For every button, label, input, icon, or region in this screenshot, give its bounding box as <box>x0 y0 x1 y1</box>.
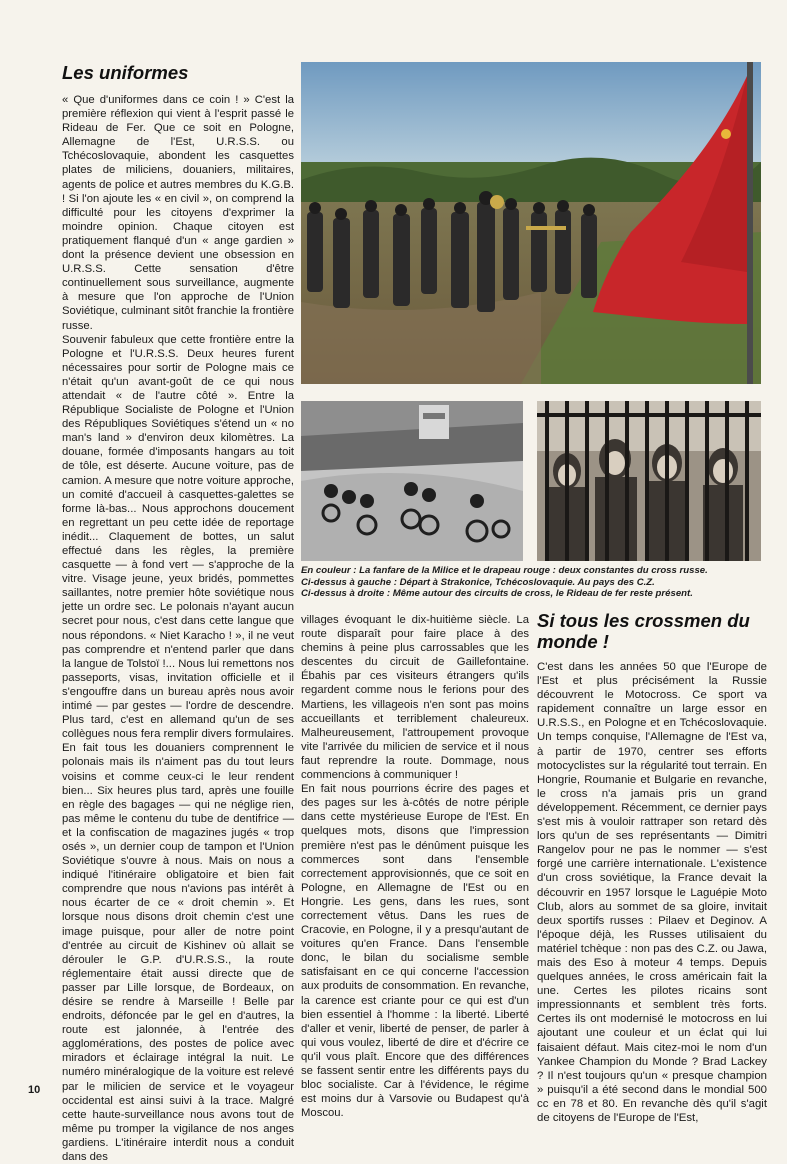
section-title-crossmen: Si tous les crossmen du monde ! <box>537 610 750 652</box>
section-title-uniformes: Les uniformes <box>62 62 189 83</box>
race-start-illustration <box>301 401 523 561</box>
photo-militia-band-flag <box>301 62 761 384</box>
page-number: 10 <box>28 1084 41 1096</box>
photo-captions <box>301 565 763 600</box>
fence-illustration <box>537 401 761 561</box>
band-flag-illustration <box>301 62 761 384</box>
paragraph-frontiere: Souvenir fabuleux que cette frontière entre la Pologne et l'U.R.S.S. Deux heures furent nécessaires pour sortir de Pologne mais ce n'était qu'un avant-goût de ce qui nous attendait « de l'autre côté ». Entre la République Socialiste de Pologne et l'Union des Républiques Soviétiques s'étend un « no man's land » d'environ deux kilomètres. La douane, formée d'imposants hangars au toit de tôle, est déserte. Aucune voiture, pas de camion. A mesure que notre voiture approche, un comité d'accueil à casquettes-galettes se forme là-bas... Nous approchons doucement en regrettant un peu cette idée de reportage inédit... Claquement de bottes, un salut effectué dans les règles, la première casquette — à fond vert — s'approche de la vitre. Visage jeune, yeux bridés, pommettes saillantes, notre premier hôte soviétique nous jette un ordre sec. Le polonais n'ayant aucun secret pour nous, c'est dans cette langue que nous répondons. « Niet Karacho ! », il ne veut pas comprendre et n'entend parler que dans la langue de Tolstoï !... Nous lui remettons nos passeports, visas, invitation officielle et il s'engouffre dans un bureau après nous avoir intimé — par gestes — l'ordre de descendre. Plus tard, c'est en allemand qu'un de ses collègues nous fera remplir divers formulaires. En fait tous les douaniers comprennent le polonais mais ils n'aiment pas du tout leurs voisins et comme ceux-ci le leur rendent bien... Six heures plus tard, après une fouille en règle des bagages — qui ne néglige rien, pas même le contenu du tube de dentifrice — et la confiscation de magazines jugés « trop osés », un dernier coup de tampon et l'Union Soviétique s'ouvre à nous. Mais on nous a indiqué l'itinéraire obligatoire et bien fait comprendre que nous n'avions pas intérêt à nous écarter de ce « droit chemin ». Et lorsque nous disons droit chemin c'est une image puisque, pour aller de notre point d'entrée au circuit de Kishinev où allait se dérouler le G.P. d'U.R.S.S., la route réglementaire était aussi directe que de passer par Lille lorsque, de Bordeaux, on désire se rendre à Marseille ! Belle par endroits, défoncée par le gel en d'autres, la route est jalonnée, à l'entrée des agglomérations, des postes de police avec miradors et éclairage intégral la nuit. Le numéro minéralogique de la voiture est relevé par le milicien de service et le voyageur occidental est ainsi suivi à la trace. Malgré cette haute-surveillance nous avons tout de même pu tromper la vigilance de nos anges gardiens. L'itinéraire interdit nous a conduit dans des <box>62 333 294 1164</box>
right-column <box>537 610 767 1125</box>
paragraph-europe-est: En fait nous pourrions écrire des pages et des pages sur les à-côtés de notre périple dans cette mystérieuse Europe de l'Est. En quelques mots, disons que l'impression première n'est pas le dénûment puisque les commerces sont dans l'ensemble correctement approvisionnés, que ce soit en Pologne, en Allemagne de l'Est ou en Hongrie. Les gens, dans les rues, sont correctement vêtus. Dans les rues de Cracovie, en Pologne, il y a presqu'autant de voitures qu'en France. Dans l'ensemble donc, le bilan du socialisme semble satisfaisant en ce qui concerne l'accession aux produits de consommation. En revanche, la carence est criante pour ce qui est d'un bien essentiel à l'homme : la liberté. Liberté d'aller et venir, liberté de penser, de parler à qui vous voulez, liberté de dire et d'écrire ce qu'il vous plaît. Encore que des différences se fassent sentir entre les différents pays du bloc socialiste. Car à l'évidence, le régime est moins dur à Varsovie ou Budapest qu'à Moscou. <box>301 783 529 1120</box>
caption-right-photo: Ci-dessus à droite : Même autour des circuits de cross, le Rideau de fer reste présent. <box>301 588 693 600</box>
middle-column <box>301 613 529 1120</box>
left-column <box>62 62 294 1164</box>
paragraph-crossmen: C'est dans les années 50 que l'Europe de l'Est et plus précisément la Russie découvrent le Motocross. Ce sport va rapidement connaître un large essor en U.R.S.S., en Pologne et en Tchécoslovaquie. Un temps conquise, l'Allemagne de l'Est va, à partir de 1970, centrer ses efforts motocyclistes sur la régularité tout terrain. En Hongrie, Roumanie et Bulgarie en revanche, le cross n'a jamais pris un grand développement. Récemment, ce dernier pays s'est mis à vouloir rattraper son retard dès lors qu'un de ses représentants — Dimitri Rangelov pour ne pas le nommer — s'est forgé une carrière internationale. L'existence d'un cross soviétique, la France devait la découvrir en 1957 lorsque le Laguépie Moto Club, alors au sommet de sa gloire, invitait deux sportifs russes : Pilaev et Deginov. A l'époque déjà, les Russes utilisaient du matériel tchèque : non pas des C.Z. ou Jawa, mais des Eso à moteur 4 temps. Depuis quelques années, le cross américain fait la une. Certes les pilotes ricains sont impressionnants et semblent très forts. Certes ils ont modernisé le motocross en lui ajoutant une couleur et un éclat qui lui faisaient défaut. Mais citez-moi le nom d'un Yankee Champion du Monde ? Brad Lackey ? Il n'est toujours qu'un « presque champion » puisqu'il a été second dans le mondial 500 cc en 78 et 80. En revanche dès qu'il s'agit de citoyens de l'Europe de l'Est, <box>537 661 767 1124</box>
caption-left-photo: Ci-dessus à gauche : Départ à Strakonice, Tchécoslovaquie. Au pays des C.Z. <box>301 576 655 588</box>
paragraph-villages: villages évoquant le dix-huitième siècle. La route disparaît pour faire place à des chemins à peine plus carrossables que les descentes du circuit de Gaillefontaine. Ébahis par ces visiteurs étrangers qu'ils regardent comme nous le ferions pour des Martiens, les villageois n'en sont pas moins accueillants et terriblement chaleureux. Malheureusement, l'attroupement provoque vite l'arrivée du milicien de service et il nous faut reprendre la route. Dommage, nous commencions à communiquer ! <box>301 614 529 782</box>
photo-strakonice-start <box>301 401 523 561</box>
caption-color-photo: En couleur : La fanfare de la Milice et le drapeau rouge : deux constantes du cross russe. <box>301 565 708 576</box>
paragraph-uniformes-intro: « Que d'uniformes dans ce coin ! » C'est la première réflexion qui vient à l'esprit passé le Rideau de Fer. Que ce soit en Pologne, Allemagne de l'Est, U.R.S.S. ou Tchécoslovaquie, abondent les casquettes plates de miliciens, douaniers, militaires, agents de police et autres membres du K.G.B. ! Si l'on ajoute les « en civil », on comprend la difficulté pour les citoyens d'exprimer la moindre opinion. Chaque citoyen est pratiquement flanqué d'un « ange gardien » dont la présence devient une obsession en U.R.S.S. Cette sensation d'être continuellement sous surveillance, augmente à mesure que l'on approche de l'Union Soviétique, culminant sitôt franchie la frontière russe. <box>62 94 294 332</box>
photo-iron-curtain-fence <box>537 401 761 561</box>
